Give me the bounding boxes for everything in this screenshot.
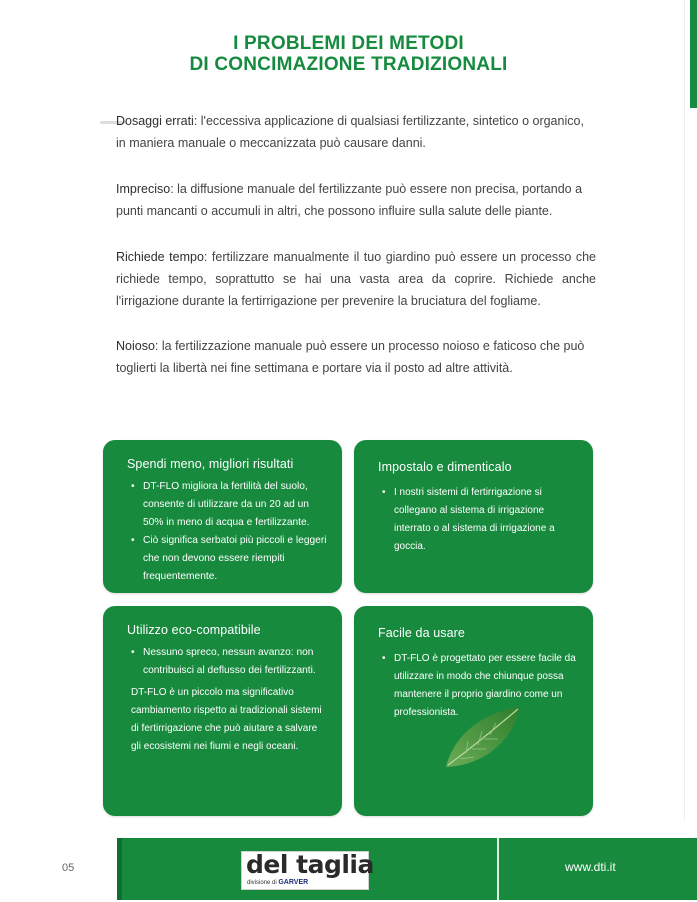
- deltaglia-logo[interactable]: [241, 850, 374, 890]
- paragraph-lead: Noioso: [116, 339, 155, 353]
- paragraph-dosaggi-errati: [116, 110, 596, 154]
- page-title-line-1: I PROBLEMI DEI METODI: [233, 33, 464, 54]
- card-bullet: • DT-FLO è progettato per essere facile da utilizzare in modo che chiunque possa mantenere il proprio giardino come un professionista.: [382, 650, 582, 722]
- logo-wordmark: del taglia: [246, 850, 374, 879]
- page-edge-line: [684, 0, 685, 820]
- card-bullet: • DT-FLO migliora la fertilità del suolo, consente di utilizzare da un 20 ad un 50% in meno di acqua e fertilizzante.: [131, 478, 331, 532]
- website-link[interactable]: www.dti.it: [565, 860, 616, 874]
- footer-notch: [117, 838, 122, 900]
- paragraph-text: : l'eccessiva applicazione di qualsiasi fertilizzante, sintetico o organico, in maniera manuale o meccanizzata può causare danni.: [116, 114, 584, 150]
- paragraph-text: : fertilizzare manualmente il tuo giardino può essere un processo che richiede tempo, soprattutto se hai una vasta area da coprire. Richiede anche l'irrigazione durante la fertirrigazione per prevenire la bruciatura del fogliame.: [116, 250, 596, 308]
- paragraph-richiede-tempo: [116, 246, 596, 312]
- card-bullet-list: [131, 478, 331, 586]
- paragraph-lead: Dosaggi errati: [116, 114, 194, 128]
- card-bullet-list: [382, 484, 582, 556]
- logo-sub-prefix: divisione di: [247, 880, 277, 886]
- card-bullet: • Nessuno spreco, nessun avanzo: non contribuisci al deflusso dei fertilizzanti.: [131, 644, 331, 680]
- paragraph-text: : la fertilizzazione manuale può essere un processo noioso e faticoso che può toglierti la libertà nei fine settimana e portare via il posto ad altre attività.: [116, 339, 585, 375]
- leaf-icon: [440, 703, 524, 773]
- paragraph-impreciso: [116, 178, 596, 222]
- card-eco-compatibile: [103, 606, 342, 816]
- page-number: 05: [62, 862, 75, 874]
- card-bullet: • Ciò significa serbatoi più piccoli e leggeri che non devono essere riempiti frequentemente.: [131, 532, 331, 586]
- card-bullet-list: [131, 644, 331, 680]
- card-title: Utilizzo eco-compatibile: [127, 623, 261, 637]
- card-title: Impostalo e dimenticalo: [378, 460, 512, 474]
- logo-subtitle: [247, 879, 308, 886]
- card-extra-text: DT-FLO è un piccolo ma significativo cambiamento rispetto ai tradizionali sistemi di fertirrigazione che può aiutare a salvare gli ecosistemi nei fiumi e negli oceani.: [131, 687, 322, 752]
- paragraph-lead: Richiede tempo: [116, 250, 204, 264]
- card-title: Facile da usare: [378, 626, 465, 640]
- footer-divider: [497, 838, 499, 900]
- card-bullet: • I nostri sistemi di fertirrigazione si collegano al sistema di irrigazione interrato o al sistema di irrigazione a goccia.: [382, 484, 582, 556]
- card-impostalo: [354, 440, 593, 593]
- paragraph-lead: Impreciso: [116, 182, 171, 196]
- paragraph-text: : la diffusione manuale del fertilizzante può essere non precisa, portando a punti mancanti o accumuli in altri, che possono influire sulla salute delle piante.: [116, 182, 583, 218]
- logo-sub-brand: GARVER: [278, 879, 309, 886]
- card-title: Spendi meno, migliori risultati: [127, 457, 294, 471]
- card-spendi-meno: [103, 440, 342, 593]
- paragraph-noioso: [116, 335, 596, 379]
- page-title: [0, 33, 697, 75]
- page-title-line-2: DI CONCIMAZIONE TRADIZIONALI: [189, 54, 508, 75]
